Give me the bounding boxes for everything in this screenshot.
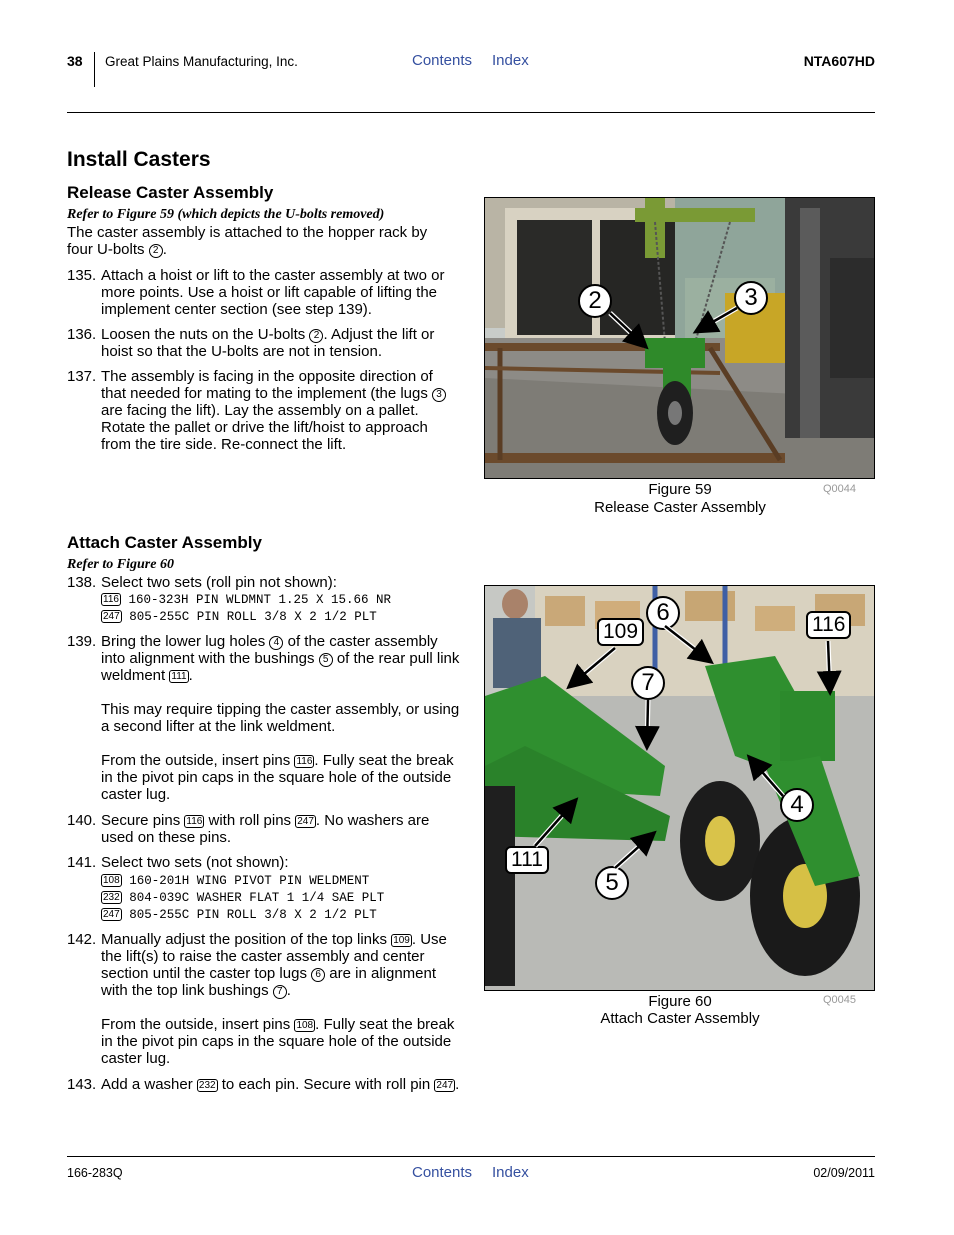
footer-date: 02/09/2011	[813, 1166, 875, 1180]
figure-60-callout-116: 116	[806, 611, 851, 639]
step-135: 135. Attach a hoist or lift to the caster assembly at two or more points. Use a hoist or lift capable of lifting the implement center section (see step 139).	[67, 267, 445, 318]
callout-ref: 3	[432, 388, 446, 402]
figure-60-callout-109: 109	[597, 618, 644, 646]
attach-ref: Refer to Figure 60	[67, 557, 174, 572]
figure-59-code: Q0044	[823, 483, 857, 495]
footer-doc-number: 166-283Q	[67, 1166, 123, 1180]
figure-60-callout-6: 6	[646, 596, 680, 630]
step-143: 143. Add a washer 232 to each pin. Secure with roll pin 247 .	[67, 1076, 460, 1093]
step-142: 142. Manually adjust the position of the top links 109 . Use the lift(s) to raise the caster assembly and center section until the caster top lugs 6 are in alignment with the top link bushings 7 . From the outside, insert pins 108 . Fully seat the break in the pivot pin caps in the square hole of the outside caster lug.	[67, 931, 455, 1067]
figure-60-code: Q0045	[823, 994, 857, 1006]
step-139: 139. Bring the lower lug holes 4 of the caster assembly into alignment with the bushings 5 of the rear pull link weldment 111 . This may require tipping the caster assembly, or using a second lifter at the link weldment. From the outside, insert pins 116 . Fully seat the break in the pivot pin caps in the square hole of the outside caster lug.	[67, 633, 460, 803]
index-link[interactable]: Index	[492, 52, 529, 69]
header-divider	[94, 52, 95, 87]
figure-60-callout-4: 4	[780, 788, 814, 822]
part-line: 116 160-323H PIN WLDMNT 1.25 X 15.66 NR	[103, 593, 392, 607]
company-name: Great Plains Manufacturing, Inc.	[105, 54, 298, 69]
figure-59-callout-2: 2	[578, 284, 612, 318]
section-title: Install Casters	[67, 148, 211, 171]
callout-ref: 2	[149, 244, 163, 258]
footer-rule	[67, 1156, 875, 1157]
step-138: 138. Select two sets (roll pin not shown):	[67, 574, 337, 591]
figure-60-caption: Attach Caster Assembly	[600, 1010, 760, 1027]
figure-59-label: Figure 59	[648, 481, 712, 498]
figure-59-photo	[484, 197, 875, 479]
part-line: 232 804-039C WASHER FLAT 1 1/4 SAE PLT	[103, 891, 385, 905]
release-intro: The caster assembly is attached to the hopper rack by four U-bolts 2 .	[67, 224, 428, 258]
figure-60-callout-111: 111	[505, 846, 549, 874]
figure-59-caption: Release Caster Assembly	[594, 499, 766, 516]
part-line: 247 805-255C PIN ROLL 3/8 X 2 1/2 PLT	[103, 908, 377, 922]
figure-60-label: Figure 60	[648, 993, 712, 1010]
header-rule	[67, 112, 875, 113]
step-136: 136. Loosen the nuts on the U-bolts 2 . Adjust the lift or hoist so that the U-bolts are not in tension.	[67, 326, 435, 360]
figure-59-callout-3: 3	[734, 281, 768, 315]
part-line: 108 160-201H WING PIVOT PIN WELDMENT	[103, 874, 370, 888]
step-137: 137. The assembly is facing in the opposite direction of that needed for mating to the implement (the lugs 3 are facing the lift). Lay the assembly on a pallet. Rotate the pallet or drive the lift/hoist to approach from the tire side. Re-connect the lift.	[67, 368, 462, 453]
attach-heading: Attach Caster Assembly	[67, 533, 262, 552]
footer-contents-link[interactable]: Contents	[412, 1164, 473, 1181]
part-line: 247 805-255C PIN ROLL 3/8 X 2 1/2 PLT	[103, 610, 377, 624]
release-ref: Refer to Figure 59 (which depicts the U-bolts removed)	[67, 207, 385, 222]
release-heading: Release Caster Assembly	[67, 183, 274, 202]
figure-60-photo	[484, 585, 875, 991]
step-140: 140. Secure pins 116 with roll pins 247 . No washers are used on these pins.	[67, 812, 430, 846]
figure-60-callout-7: 7	[631, 666, 665, 700]
step-138-parts	[101, 592, 391, 626]
figure-60-arrows	[485, 586, 874, 990]
doc-id: NTA607HD	[803, 53, 875, 69]
contents-link[interactable]: Contents	[412, 52, 473, 69]
step-141-parts	[101, 873, 384, 924]
callout-ref: 2	[309, 329, 323, 343]
figure-60-callout-5: 5	[595, 866, 629, 900]
step-141: 141. Select two sets (not shown):	[67, 854, 289, 871]
figure-59-arrows	[485, 198, 874, 478]
page-number: 38	[67, 53, 83, 69]
footer-index-link[interactable]: Index	[492, 1164, 529, 1181]
